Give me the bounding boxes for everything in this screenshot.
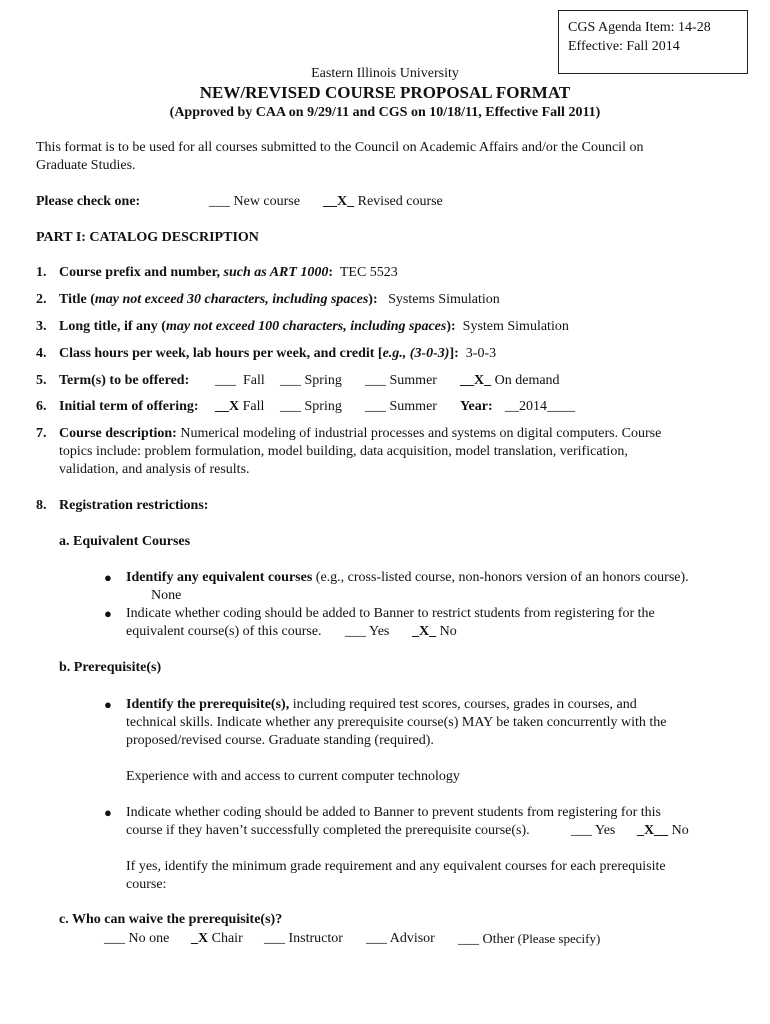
new-course-label: New course xyxy=(230,194,300,209)
waive-advisor-option[interactable]: ___ Advisor xyxy=(366,931,435,946)
title-value: Systems Simulation xyxy=(377,292,500,307)
grade-requirement-note: If yes, identify the minimum grade requirement and any equivalent courses for each prerequisite xyxy=(126,859,666,874)
term-summer-option[interactable]: ___ Summer xyxy=(365,373,437,388)
prerequisite-yes-option[interactable]: ___ Yes xyxy=(571,823,616,838)
initial-fall-option[interactable]: __X Fall xyxy=(215,399,265,414)
part1-heading: PART I: CATALOG DESCRIPTION xyxy=(36,230,259,245)
bullet-icon: ● xyxy=(104,606,112,621)
item-1: 1. Course prefix and number, such as ART 1000: TEC 5523 xyxy=(36,265,398,280)
course-description-line-3: validation, and analysis of results. xyxy=(59,462,250,477)
item-7: 7. Course description: Numerical modeling of industrial processes and systems on digital computers. Course xyxy=(36,426,662,441)
new-course-mark: ___ xyxy=(209,194,230,209)
equivalent-yes-option[interactable]: ___ Yes xyxy=(345,624,390,639)
term-fall-option[interactable]: ___ Fall xyxy=(215,373,265,388)
prerequisite-identify-line-2: technical skills. Indicate whether any prerequisite course(s) MAY be taken concurrently with the xyxy=(126,715,667,730)
revised-course-option[interactable] xyxy=(323,193,443,211)
equivalent-banner-line-2: equivalent course(s) of this course. xyxy=(126,624,322,639)
bullet-icon: ● xyxy=(104,570,112,585)
agenda-item: CGS Agenda Item: 14-28 xyxy=(568,20,711,35)
course-description-line-2: topics include: problem formulation, model building, data acquisition, model translation, verification, xyxy=(59,444,628,459)
prerequisite-banner-line-2: course if they haven’t successfully completed the prerequisite course(s). xyxy=(126,823,530,838)
item-3: 3. Long title, if any (may not exceed 100 characters, including spaces): System Simulation xyxy=(36,319,569,334)
prerequisite-banner-line-1: Indicate whether coding should be added to Banner to prevent students from registering for this xyxy=(126,805,661,820)
revised-course-label: Revised course xyxy=(354,194,443,209)
initial-summer-option[interactable]: ___ Summer xyxy=(365,399,437,414)
grade-requirement-note-2: course: xyxy=(126,877,167,892)
year-value[interactable]: __2014____ xyxy=(505,399,575,414)
credit-hours-value: 3-0-3 xyxy=(458,346,497,361)
revised-course-mark: __X_ xyxy=(323,194,355,209)
item-8: 8. Registration restrictions: xyxy=(36,498,209,513)
bullet-icon: ● xyxy=(104,805,112,820)
prerequisite-identify: Identify the prerequisite(s), including required test scores, courses, grades in courses, and xyxy=(126,697,637,712)
new-course-option[interactable] xyxy=(209,193,300,211)
university-name: Eastern Illinois University xyxy=(311,66,459,81)
waive-other-option[interactable]: ___ Other (Please specify) xyxy=(458,931,601,947)
prerequisite-value: Experience with and access to current computer technology xyxy=(126,769,460,784)
equivalent-no-option[interactable]: _X_ No xyxy=(412,624,457,639)
approval-note: (Approved by CAA on 9/29/11 and CGS on 10/18/11, Effective Fall 2011) xyxy=(169,105,601,120)
waive-no-one-option[interactable]: ___ No one xyxy=(104,931,170,946)
bullet-icon: ● xyxy=(104,697,112,712)
long-title-value: System Simulation xyxy=(455,319,569,334)
initial-spring-option[interactable]: ___ Spring xyxy=(280,399,342,414)
item-6: 6. Initial term of offering: xyxy=(36,399,199,414)
equivalent-identify: Identify any equivalent courses (e.g., cross-listed course, non-honors version of an honors course). xyxy=(126,570,689,585)
course-number-value: TEC 5523 xyxy=(333,265,398,280)
equivalent-courses-heading: a. Equivalent Courses xyxy=(59,534,191,549)
agenda-effective: Effective: Fall 2014 xyxy=(568,39,680,54)
prerequisites-heading: b. Prerequisite(s) xyxy=(59,660,162,675)
term-on-demand-option[interactable]: __X_ On demand xyxy=(460,373,560,388)
item-4: 4. Class hours per week, lab hours per week, and credit [e.g., (3-0-3)]: 3-0-3 xyxy=(36,346,497,361)
prerequisite-no-option[interactable]: _X__ No xyxy=(637,823,689,838)
item-2: 2. Title (may not exceed 30 characters, including spaces): Systems Simulation xyxy=(36,292,500,307)
item-5: 5. Term(s) to be offered: xyxy=(36,373,190,388)
course-description-value: Numerical modeling of industrial processes and systems on digital computers. Course xyxy=(176,426,662,441)
equivalent-value: None xyxy=(151,588,182,603)
prerequisite-identify-line-3: proposed/revised course. Graduate standing (required). xyxy=(126,733,434,748)
check-label: Please check one: xyxy=(36,194,141,209)
waive-instructor-option[interactable]: ___ Instructor xyxy=(264,931,343,946)
intro-text-2: Graduate Studies. xyxy=(36,158,136,173)
page-title: NEW/REVISED COURSE PROPOSAL FORMAT xyxy=(199,83,571,102)
year-label: Year: xyxy=(460,399,493,414)
intro-text: This format is to be used for all courses submitted to the Council on Academic Affairs and/or the Council on xyxy=(36,140,644,155)
equivalent-banner-line-1: Indicate whether coding should be added to Banner to restrict students from registering for the xyxy=(126,606,655,621)
waive-heading: c. Who can waive the prerequisite(s)? xyxy=(59,912,283,927)
waive-chair-option[interactable]: _X Chair xyxy=(191,931,243,946)
term-spring-option[interactable]: ___ Spring xyxy=(280,373,342,388)
